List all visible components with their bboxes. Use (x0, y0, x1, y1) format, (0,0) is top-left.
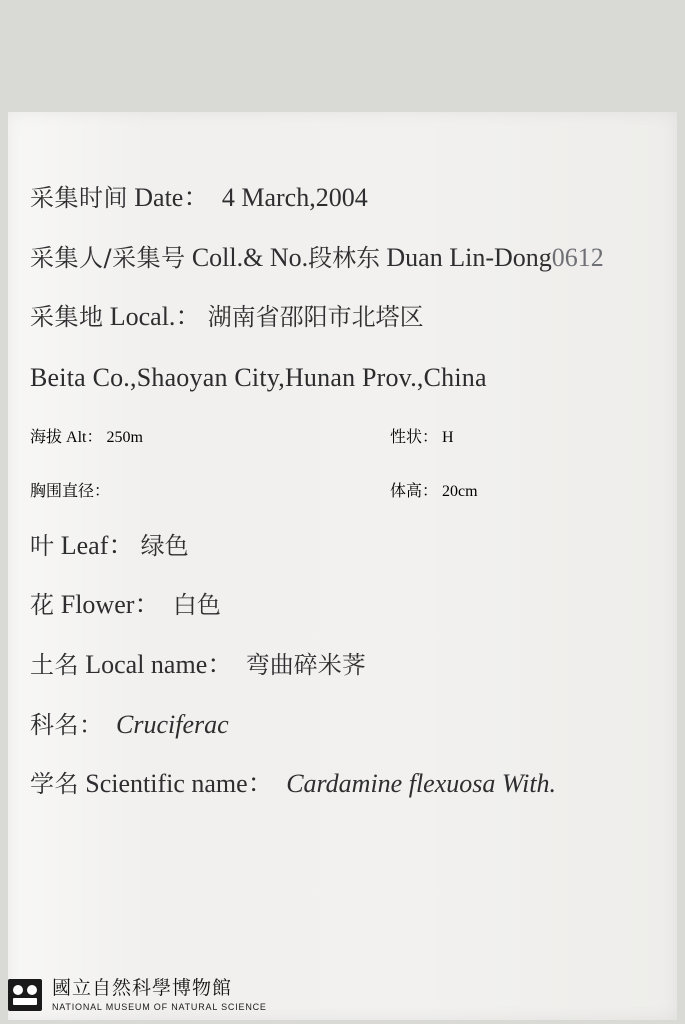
habit-group (390, 424, 454, 447)
height-value: 20cm (442, 482, 478, 500)
local-name-row (30, 651, 661, 680)
collection-date-label-cn: 采集时间 (30, 184, 128, 212)
collection-date-label-en: Date： (134, 183, 210, 212)
dbh-group (30, 478, 390, 501)
locality-row (30, 303, 661, 332)
dbh-height-row (30, 478, 661, 501)
flower-row (30, 591, 661, 620)
collector-number: 0612 (551, 242, 604, 272)
scientific-name-value: Cardamine flexuosa With. (286, 769, 557, 799)
altitude-group (30, 424, 390, 447)
local-name-label-en: Local name： (85, 649, 234, 679)
leaf-label-en: Leaf： (60, 530, 135, 560)
flower-label-en: Flower： (60, 590, 161, 620)
collection-date-value: 4 March,2004 (221, 183, 368, 212)
locality-label-en: Local.： (109, 302, 202, 332)
leaf-value-cn: 绿色 (140, 531, 189, 560)
local-name-value-cn: 弯曲碎米荠 (245, 650, 366, 679)
altitude-habit-row (30, 424, 661, 447)
collector-label-cn: 采集人/采集号 (30, 243, 186, 272)
specimen-label-card (8, 112, 677, 1020)
scientific-name-row (30, 770, 661, 799)
locality-value-cn: 湖南省邵阳市北塔区 (207, 303, 424, 332)
label-body (30, 184, 661, 830)
locality-value-en: Beita Co.,Shaoyan City,Hunan Prov.,China (30, 362, 487, 392)
height-label-cn: 体高： (390, 482, 439, 500)
museum-name-en: NATIONAL MUSEUM OF NATURAL SCIENCE (52, 1002, 267, 1012)
museum-name-cn: 國立自然科學博物館 (52, 977, 233, 1000)
museum-logo-icon (8, 979, 42, 1011)
habit-label-cn: 性状： (390, 428, 439, 446)
collector-label-en: Coll.& No. (191, 242, 309, 272)
height-group (390, 478, 478, 501)
collector-name-en: Duan Lin-Dong (386, 242, 552, 272)
collection-date-row (30, 184, 661, 213)
collector-name-cn: 段林东 (308, 243, 381, 272)
family-label-cn: 科名： (30, 710, 104, 739)
scientific-name-label-en: Scientific name： (85, 769, 274, 799)
family-value: Cruciferac (116, 709, 229, 739)
altitude-value: 250m (106, 428, 143, 446)
dbh-label-cn: 胸围直径： (30, 482, 111, 500)
scientific-name-label-cn: 学名 (30, 770, 79, 799)
leaf-label-cn: 叶 (30, 531, 55, 560)
habit-value: H (442, 428, 454, 446)
altitude-label-cn: 海拔 (30, 428, 63, 446)
local-name-label-cn: 土名 (30, 650, 79, 679)
museum-footer-text (52, 978, 267, 1012)
altitude-label-en: Alt： (66, 428, 103, 446)
flower-label-cn: 花 (30, 591, 55, 620)
locality-label-cn: 采集地 (30, 303, 104, 332)
leaf-row (30, 532, 661, 561)
flower-value-cn: 白色 (172, 591, 221, 620)
family-row (30, 711, 661, 740)
museum-footer (8, 978, 267, 1012)
collector-row (30, 244, 661, 273)
